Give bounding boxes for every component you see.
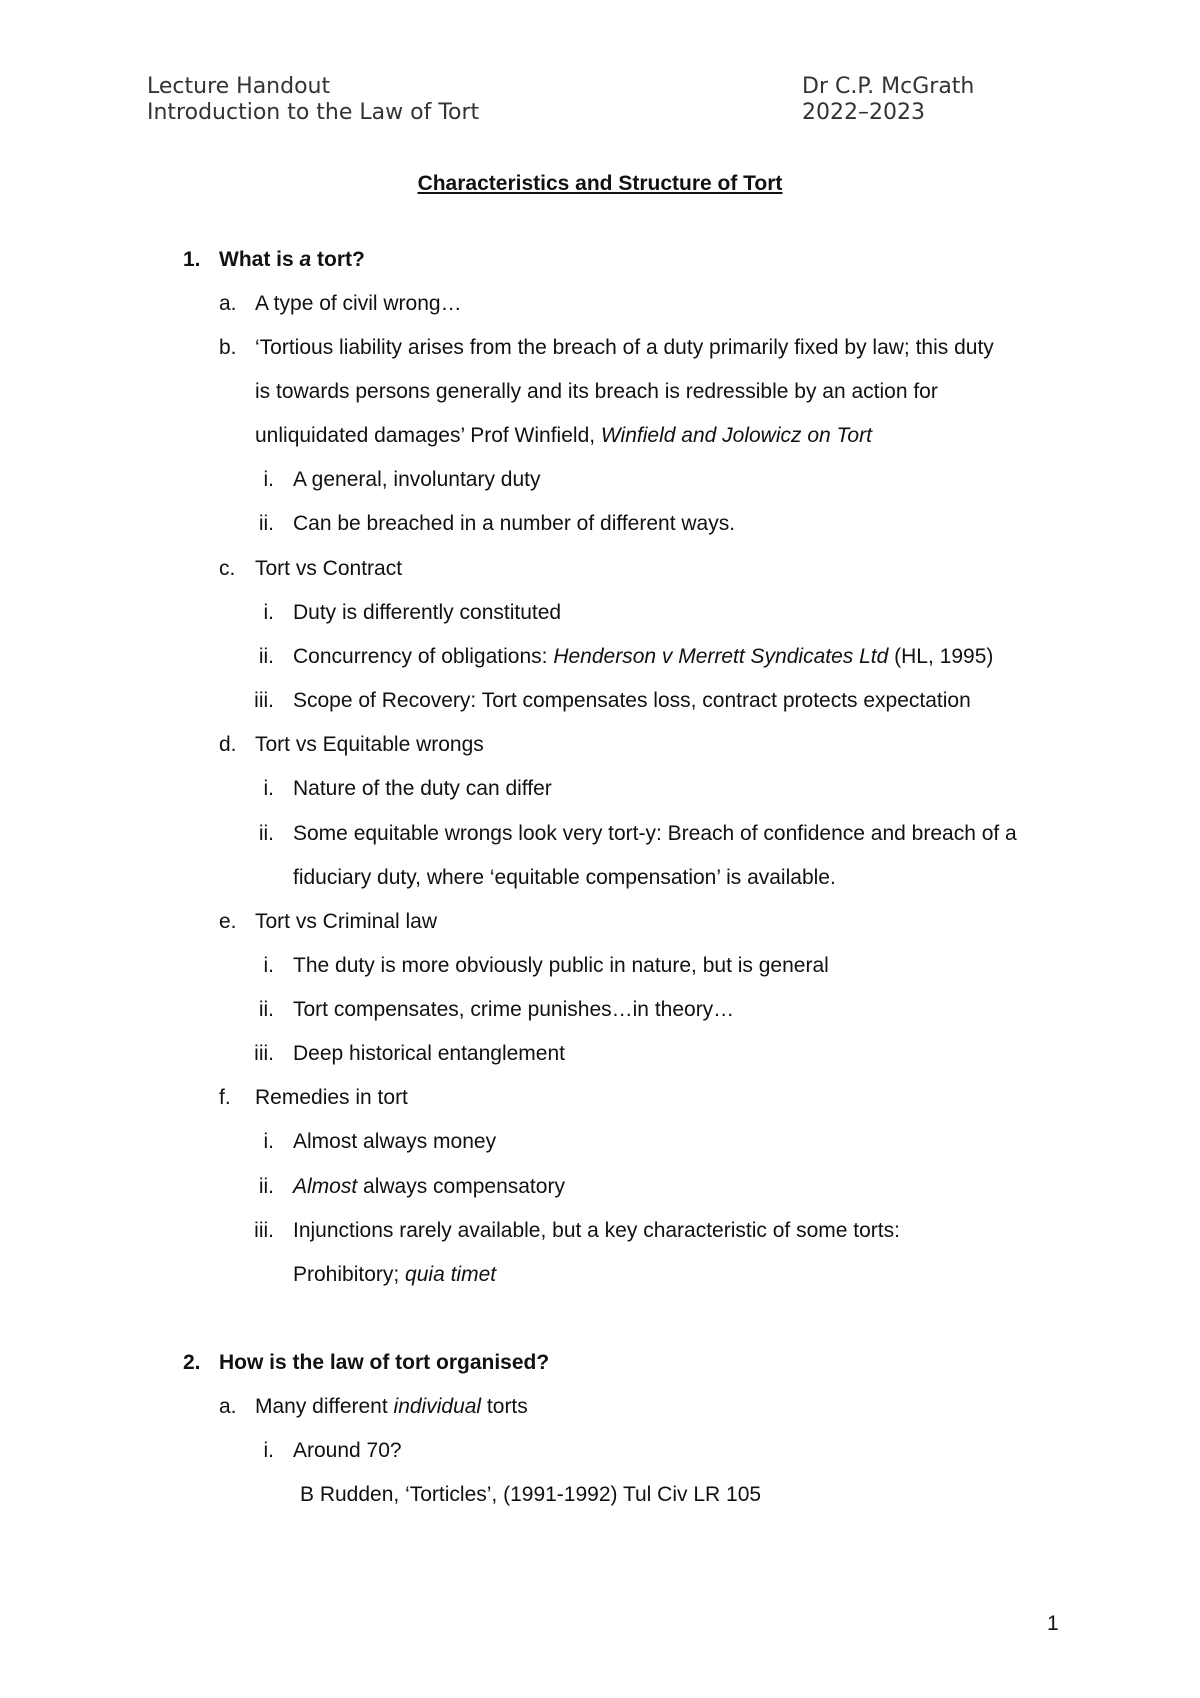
item-f-ii-text-end: always compensatory <box>357 1175 565 1198</box>
section1-number: 1. <box>183 248 201 271</box>
item-f-ii-marker: ii. <box>258 1175 274 1198</box>
item-d-marker: d. <box>219 733 237 756</box>
section1-heading <box>219 246 365 274</box>
item-b-marker: b. <box>219 336 237 359</box>
section2-item-a-text-end: torts <box>481 1395 528 1418</box>
section1-heading-emphasis: a <box>299 248 312 271</box>
section2-item-a-emphasis: individual <box>393 1395 482 1418</box>
item-c-ii-text-end: (HL, 1995) <box>888 645 994 668</box>
item-e-marker: e. <box>219 910 237 933</box>
item-f-i-marker: i. <box>263 1130 274 1153</box>
item-f-iii-marker: iii. <box>254 1219 274 1242</box>
item-f-iii-line2-text: Prohibitory; <box>293 1263 406 1286</box>
item-e-i-marker: i. <box>263 954 274 977</box>
item-f-ii-text <box>293 1173 565 1201</box>
item-d-text: Tort vs Equitable wrongs <box>255 733 484 756</box>
item-f-ii-emphasis: Almost <box>293 1175 358 1198</box>
item-b-line3 <box>255 422 872 450</box>
item-c-iii-marker: iii. <box>254 689 274 712</box>
item-c-i-text: Duty is differently constituted <box>293 601 562 624</box>
item-b-line3-text: unliquidated damages’ Prof Winfield, <box>255 424 601 447</box>
item-f-iii-line1: Injunctions rarely available, but a key characteristic of some torts: <box>293 1219 900 1242</box>
section1-heading-text-end: tort? <box>311 248 365 271</box>
item-b-ii-text: Can be breached in a number of different ways. <box>293 512 736 535</box>
header-right <box>802 74 974 126</box>
item-e-iii-marker: iii. <box>254 1042 274 1065</box>
item-e-ii-text: Tort compensates, crime punishes…in theory… <box>293 998 735 1021</box>
item-e-iii-text: Deep historical entanglement <box>293 1042 565 1065</box>
header-course-title: Introduction to the Law of Tort <box>147 100 480 125</box>
item-c-iii-text: Scope of Recovery: Tort compensates loss, contract protects expectation <box>293 689 971 712</box>
section2-number: 2. <box>183 1351 201 1374</box>
item-b-i-marker: i. <box>263 468 274 491</box>
header-handout-label: Lecture Handout <box>147 74 331 99</box>
item-f-text: Remedies in tort <box>255 1086 408 1109</box>
item-c-marker: c. <box>219 557 236 580</box>
header-year: 2022–2023 <box>802 100 925 125</box>
citation: B Rudden, ‘Torticles’, (1991-1992) Tul Civ LR 105 <box>300 1483 762 1506</box>
page-number: 1 <box>1047 1612 1059 1635</box>
item-e-text: Tort vs Criminal law <box>255 910 438 933</box>
item-b-book-title: Winfield and Jolowicz on Tort <box>600 424 872 447</box>
item-f-marker: f. <box>219 1086 231 1109</box>
item-a-text: A type of civil wrong… <box>255 292 462 315</box>
item-b-i-text: A general, involuntary duty <box>293 468 541 491</box>
item-e-i-text: The duty is more obviously public in nature, but is general <box>293 954 829 977</box>
item-e-ii-marker: ii. <box>258 998 274 1021</box>
item-f-iii-latin-term: quia timet <box>405 1263 497 1286</box>
item-d-i-marker: i. <box>263 777 274 800</box>
item-d-ii-line2: fiduciary duty, where ‘equitable compensation’ is available. <box>293 866 836 889</box>
section1-heading-text: What is <box>219 248 300 271</box>
header-left <box>147 74 479 126</box>
case-name: Henderson v Merrett Syndicates Ltd <box>553 645 889 668</box>
item-d-i-text: Nature of the duty can differ <box>293 777 552 800</box>
item-c-i-marker: i. <box>263 601 274 624</box>
item-d-ii-marker: ii. <box>258 822 274 845</box>
item-b-ii-marker: ii. <box>258 512 274 535</box>
item-c-ii-text-start: Concurrency of obligations: <box>293 645 554 668</box>
section2-item-a-i-text: Around 70? <box>293 1439 402 1462</box>
item-c-text: Tort vs Contract <box>255 557 403 580</box>
item-f-i-text: Almost always money <box>293 1130 497 1153</box>
section2-item-a-text <box>255 1393 528 1421</box>
section2-item-a-text-start: Many different <box>255 1395 394 1418</box>
item-c-ii-marker: ii. <box>258 645 274 668</box>
item-c-ii-text <box>293 643 993 671</box>
item-b-line2: is towards persons generally and its breach is redressible by an action for <box>255 380 938 403</box>
document-title: Characteristics and Structure of Tort <box>417 172 783 195</box>
header-author: Dr C.P. McGrath <box>802 74 975 99</box>
item-b-line1: ‘Tortious liability arises from the breach of a duty primarily fixed by law; this duty <box>255 336 994 359</box>
section2-heading: How is the law of tort organised? <box>219 1351 550 1374</box>
section2-item-a-marker: a. <box>219 1395 237 1418</box>
item-f-iii-line2 <box>293 1261 496 1289</box>
item-d-ii-line1: Some equitable wrongs look very tort-y: Breach of confidence and breach of a <box>293 822 1017 845</box>
section2-item-a-i-marker: i. <box>263 1439 274 1462</box>
item-a-marker: a. <box>219 292 237 315</box>
